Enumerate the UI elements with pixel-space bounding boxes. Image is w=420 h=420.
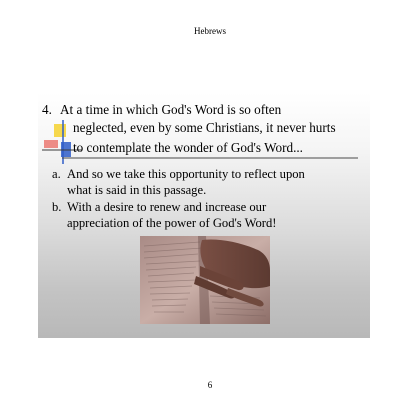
sub-point-a-line-2: what is said in this passage. [67, 183, 207, 197]
main-point-number: 4. [42, 102, 52, 117]
main-point-line-2: neglected, even by some Christians, it never hurts [73, 120, 336, 135]
sub-point-b-line-2: appreciation of the power of God's Word! [67, 216, 277, 230]
running-header: Hebrews [194, 26, 226, 36]
bible-hands-photo [140, 236, 270, 324]
sub-point-a-marker: a. [52, 167, 61, 181]
sub-point-b-marker: b. [52, 200, 62, 214]
main-point-line-3: to contemplate the wonder of God's Word... [73, 140, 303, 155]
sub-point-b-line-1: With a desire to renew and increase our [67, 200, 267, 214]
page-number: 6 [207, 380, 213, 390]
sub-point-a-line-1: And so we take this opportunity to reflect upon [67, 167, 305, 181]
main-point-line-1: At a time in which God's Word is so often [60, 102, 282, 117]
slide-image [38, 92, 370, 338]
title-underline [62, 157, 358, 159]
